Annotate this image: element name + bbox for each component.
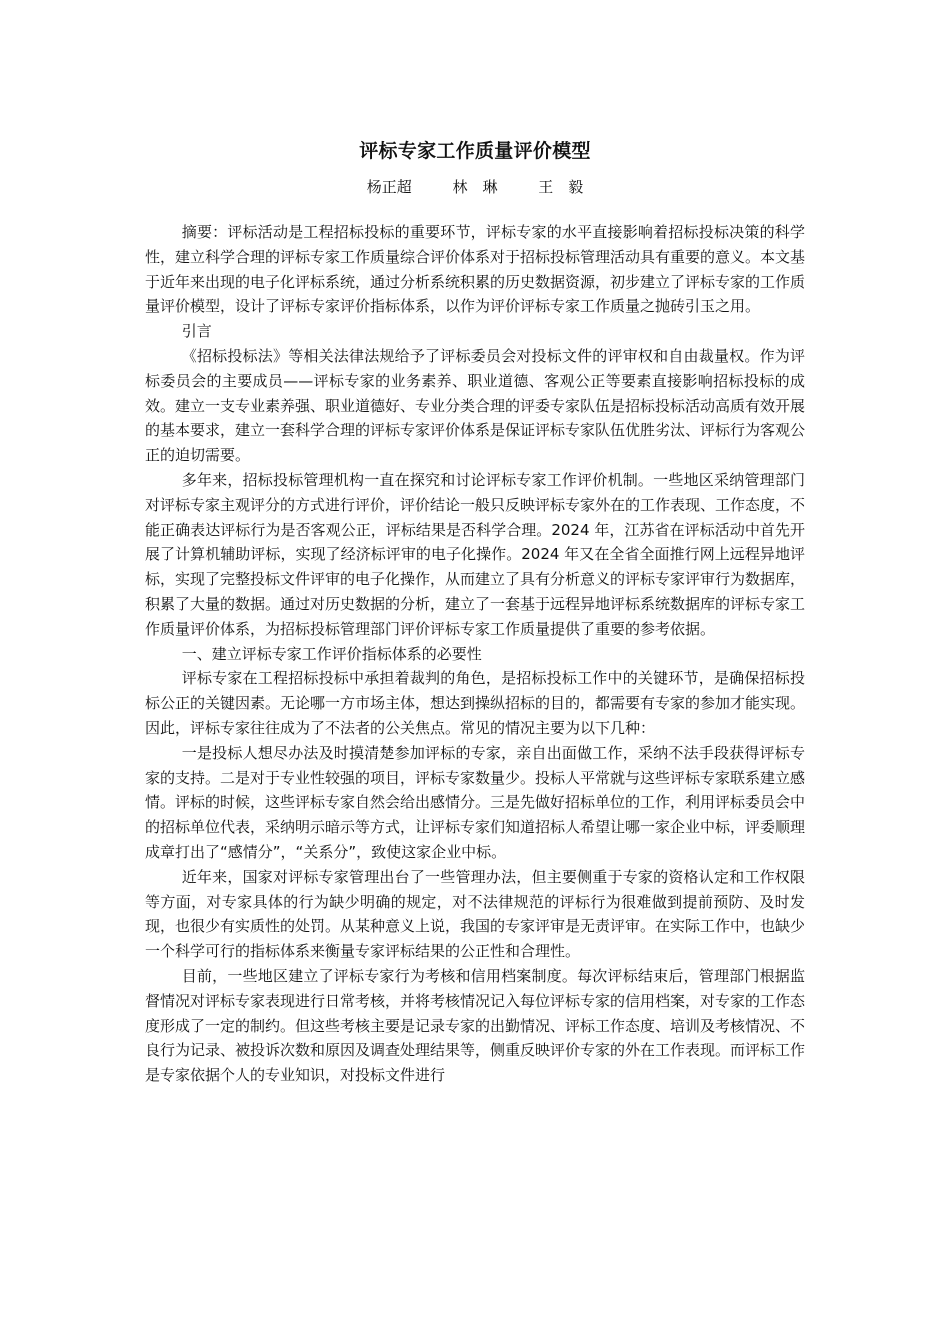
body-paragraph: 《招标投标法》等相关法律法规给予了评标委员会对投标文件的评审权和自由裁量权。作为评标委员会的主要成员——评标专家的业务素养、职业道德、客观公正等要素直接影响招标投标的成效。建立一支专业素养强、职业道德好、专业分类合理的评委专家队伍是招标投标活动高质有效开展的基本要求，建立一套科学合理的评标专家评价体系是保证评标专家队伍优胜劣汰、评标行为客观公正的迫切需要。 [145, 346, 806, 465]
body-paragraph: 评标专家在工程招标投标中承担着裁判的角色，是招标投标工作中的关键环节，是确保招标投标公正的关键因素。无论哪一方市场主体，想达到操纵招标的目的，都需要有专家的参加才能实现。因此，评标专家往往成为了不法者的公关焦点。常见的情况主要为以下几种： [145, 669, 806, 737]
document-page [145, 138, 805, 1088]
body-paragraph: 目前，一些地区建立了评标专家行为考核和信用档案制度。每次评标结束后，管理部门根据监督情况对评标专家表现进行日常考核，并将考核情况记入每位评标专家的信用档案，对专家的工作态度形成了一定的制约。但这些考核主要是记录专家的出勤情况、评标工作态度、培训及考核情况、不良行为记录、被投诉次数和原因及调查处理结果等，侧重反映评价专家的外在工作表现。而评标工作是专家依据个人的专业知识，对投标文件进行 [145, 966, 806, 1085]
author-name: 王 毅 [538, 178, 584, 196]
paper-title: 评标专家工作质量评价模型 [359, 140, 591, 162]
body-paragraph: 多年来，招标投标管理机构一直在探究和讨论评标专家工作评价机制。一些地区采纳管理部门对评标专家主观评分的方式进行评价，评价结论一般只反映评标专家外在的工作表现、工作态度，不能正确表达评标行为是否客观公正，评标结果是否科学合理。2024 年，江苏省在评标活动中首先开展了计算机辅助评标，实现了经济标评审的电子化操作。2024 年又在全省全面推行网上远程异地评标，实现了完整投标文件评审的电子化操作，从而建立了具有分析意义的评标专家评审行为数据库，积累了大量的数据。通过对历史数据的分析，建立了一套基于远程异地评标系统数据库的评标专家工作质量评价体系，为招标投标管理部门评价评标专家工作质量提供了重要的参考依据。 [145, 470, 806, 638]
author-list [145, 176, 805, 198]
author-name: 林 琳 [452, 178, 498, 196]
section-heading-introduction: 引言 [181, 322, 212, 341]
body-paragraph: 一是投标人想尽办法及时摸清楚参加评标的专家，亲自出面做工作，采纳不法手段获得评标专家的支持。二是对于专业性较强的项目，评标专家数量少。投标人平常就与这些评标专家联系建立感情。评标的时候，这些评标专家自然会给出感情分。三是先做好招标单位的工作，利用评标委员会中的招标单位代表，采纳明示暗示等方式，让评标专家们知道招标人希望让哪一家企业中标，评委顺理成章打出了“感情分”，“关系分”，致使这家企业中标。 [145, 743, 806, 861]
author-name: 杨正超 [366, 178, 412, 196]
paper-body [145, 220, 805, 1088]
section-heading: 一、建立评标专家工作评价指标体系的必要性 [181, 644, 482, 663]
abstract-paragraph: 摘要：评标活动是工程招标投标的重要环节，评标专家的水平直接影响着招标投标决策的科学性，建立科学合理的评标专家工作质量综合评价体系对于招标投标管理活动具有重要的意义。本文基于近年来出现的电子化评标系统，通过分析系统积累的历史数据资源，初步建立了评标专家的工作质量评价模型，设计了评标专家评价指标体系，以作为评价评标专家工作质量之抛砖引玉之用。 [145, 223, 806, 316]
body-paragraph: 近年来，国家对评标专家管理出台了一些管理办法，但主要侧重于专家的资格认定和工作权限等方面，对专家具体的行为缺少明确的规定，对不法律规范的评标行为很难做到提前预防、及时发现，也很少有实质性的处罚。从某种意义上说，我国的专家评审是无责评审。在实际工作中，也缺少一个科学可行的指标体系来衡量专家评标结果的公正性和合理性。 [145, 867, 806, 961]
